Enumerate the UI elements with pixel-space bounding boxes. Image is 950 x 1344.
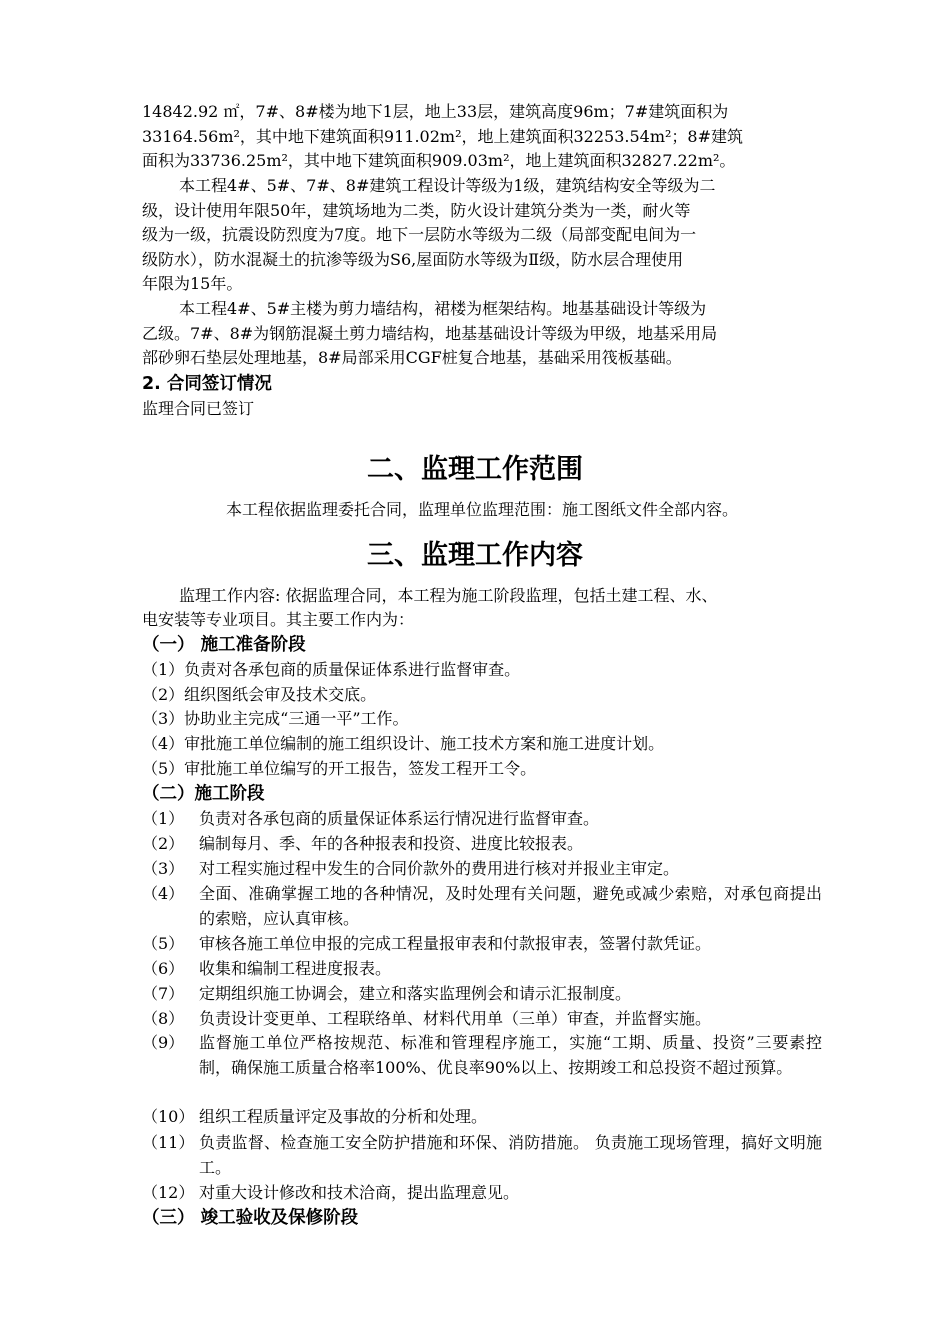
item-text: 全面、准确掌握工地的各种情况，及时处理有关问题，避免或减少索赔，对承包商提出的索赔，应认真审核。 [199,884,822,928]
item-text: 组织工程质量评定及事故的分析和处理。 [199,1107,488,1126]
item-number: （6） [142,959,185,978]
structure-line-3: 部砂卵石垫层处理地基，8#局部采用CGF桩复合地基，基础采用筏板基础。 [142,348,682,367]
stage2-item [142,956,822,981]
scope-heading: 二、监理工作范围 [367,454,583,485]
stage2-item [142,1130,822,1180]
item-text: 负责对各承包商的质量保证体系运行情况进行监督审查。 [199,809,600,828]
item-text: 负责监督、检查施工安全防护措施和环保、消防措施。 负责施工现场管理，搞好文明施工。 [199,1133,822,1177]
item-number: （5） [142,934,185,953]
stage1-item: （3）协助业主完成“三通一平”工作。 [142,709,409,728]
stage2-item [142,1180,822,1205]
stage1-heading: （一） 施工准备阶段 [142,635,306,655]
stage2-item [142,931,822,956]
design-grade-line-1: 本工程4#、5#、7#、8#建筑工程设计等级为1级，建筑结构安全等级为二 [179,176,716,195]
item-number: （12） [142,1183,195,1202]
item-number: （2） [142,834,185,853]
design-grade-line-5: 年限为15年。 [142,274,243,293]
stage3-heading: （三） 竣工验收及保修阶段 [142,1208,359,1228]
contract-heading: 2. 合同签订情况 [142,374,272,394]
item-number: （4） [142,884,185,903]
item-number: （7） [142,984,185,1003]
item-number: （1） [142,809,185,828]
intro-line-3: 面积为33736.25m²，其中地下建筑面积909.03m²，地上建筑面积32827.22m²。 [142,151,736,170]
stage1-item: （4）审批施工单位编制的施工组织设计、施工技术方案和施工进度计划。 [142,734,665,753]
stage2-item [142,981,822,1006]
structure-line-2: 乙级。7#、8#为钢筋混凝土剪力墙结构，地基基础设计等级为甲级，地基采用局 [142,324,718,343]
stage2-item [142,1104,822,1129]
item-number: （9） [142,1033,185,1052]
scope-text: 本工程依据监理委托合同，监理单位监理范围：施工图纸文件全部内容。 [225,500,738,519]
design-grade-line-4: 级防水），防水混凝土的抗渗等级为S6,屋面防水等级为Ⅱ级，防水层合理使用 [142,250,684,269]
item-number: （8） [142,1009,185,1028]
stage2-item [142,856,822,881]
item-text: 审核各施工单位申报的完成工程量报审表和付款报审表，签署付款凭证。 [199,934,712,953]
content-heading: 三、监理工作内容 [367,540,583,571]
intro-line-2: 33164.56m²，其中地下建筑面积911.02m²，地上建筑面积32253.54m²；8#建筑 [142,127,744,146]
structure-line-1: 本工程4#、5#主楼为剪力墙结构，裙楼为框架结构。地基基础设计等级为 [179,299,707,318]
stage2-heading: （二）施工阶段 [142,784,265,804]
item-number: （10） [142,1107,195,1126]
content-intro-line-2: 电安装等专业项目。其主要工作内为： [142,610,415,629]
stage2-item [142,831,822,856]
item-text: 定期组织施工协调会，建立和落实监理例会和请示汇报制度。 [199,984,632,1003]
intro-line-1: 14842.92 ㎡，7#、8#楼为地下1层，地上33层，建筑高度96m；7#建筑面积为 [142,102,729,121]
item-text: 收集和编制工程进度报表。 [199,959,392,978]
stage2-item [142,806,822,831]
stage1-item: （1）负责对各承包商的质量保证体系进行监督审查。 [142,660,521,679]
item-text: 监督施工单位严格按规范、标准和管理程序施工，实施“工期、质量、投资”三要素控制，确保施工质量合格率100%、优良率90%以上、按期竣工和总投资不超过预算。 [199,1033,822,1077]
stage1-item: （5）审批施工单位编写的开工报告，签发工程开工令。 [142,759,537,778]
item-text: 编制每月、季、年的各种报表和投资、进度比较报表。 [199,834,584,853]
stage2-item [142,881,822,931]
item-number: （3） [142,859,185,878]
design-grade-line-3: 级为一级，抗震设防烈度为7度。地下一层防水等级为二级（局部变配电间为一 [142,225,697,244]
content-intro-line-1: 监理工作内容: 依据监理合同，本工程为施工阶段监理，包括土建工程、水、 [179,586,718,605]
item-text: 对重大设计修改和技术洽商，提出监理意见。 [199,1183,520,1202]
item-text: 对工程实施过程中发生的合同价款外的费用进行核对并报业主审定。 [199,859,680,878]
stage2-item [142,1030,822,1080]
item-number: （11） [142,1133,195,1152]
stage1-item: （2）组织图纸会审及技术交底。 [142,685,377,704]
item-text: 负责设计变更单、工程联络单、材料代用单（三单）审查，并监督实施。 [199,1009,712,1028]
stage2-item [142,1006,822,1031]
contract-text: 监理合同已签订 [142,399,255,418]
design-grade-line-2: 级，设计使用年限50年，建筑场地为二类，防火设计建筑分类为一类，耐火等 [142,201,691,220]
